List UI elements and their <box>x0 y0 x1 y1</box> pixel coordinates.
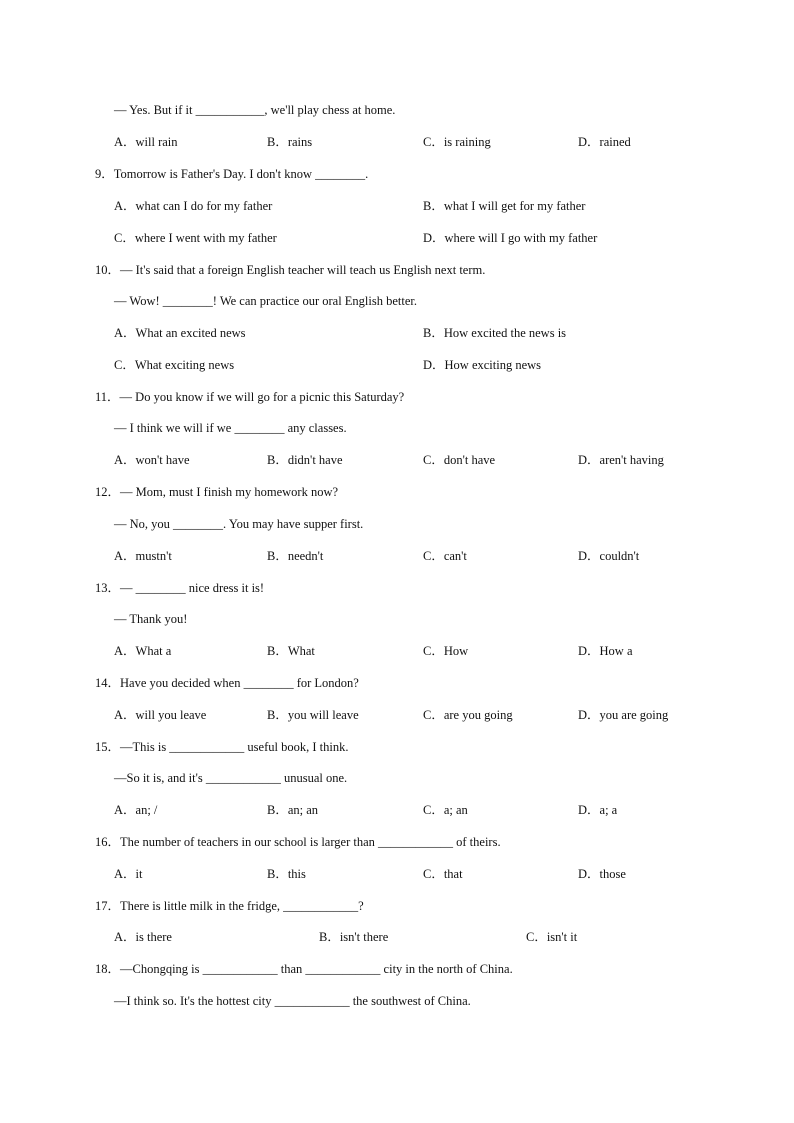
options-row <box>0 801 794 819</box>
options-row <box>0 197 794 215</box>
question-text: — Yes. But if it ___________, we'll play chess at home. <box>114 103 396 117</box>
option-a[interactable]: A．won't have <box>114 453 190 467</box>
option-b[interactable]: B．needn't <box>267 549 324 563</box>
option-a[interactable]: A．What an excited news <box>114 326 246 340</box>
option-a[interactable]: A．what can I do for my father <box>114 199 273 213</box>
question-text: —So it is, and it's ____________ unusual one. <box>114 771 348 785</box>
question-text: 13．— ________ nice dress it is! <box>95 581 265 595</box>
question-text: —I think so. It's the hottest city ____________ the southwest of China. <box>114 994 471 1008</box>
options-row <box>0 865 794 883</box>
option-d[interactable]: D．rained <box>578 135 631 149</box>
option-c[interactable]: C．is raining <box>423 135 491 149</box>
option-d[interactable]: D．a; a <box>578 803 618 817</box>
option-c[interactable]: C．How <box>423 644 469 658</box>
question-text: — I think we will if we ________ any classes. <box>114 421 347 435</box>
option-a[interactable]: A．will you leave <box>114 708 207 722</box>
question-line <box>0 483 794 501</box>
options-row <box>0 356 794 374</box>
option-a[interactable]: A．is there <box>114 930 172 944</box>
question-text: — Thank you! <box>114 612 188 626</box>
option-c[interactable]: C．that <box>423 867 463 881</box>
question-text: 10．— It's said that a foreign English teacher will teach us English next term. <box>95 263 486 277</box>
question-line <box>0 101 794 119</box>
question-line <box>0 674 794 692</box>
question-line <box>0 261 794 279</box>
option-c[interactable]: C．don't have <box>423 453 496 467</box>
options-row <box>0 547 794 565</box>
option-a[interactable]: A．it <box>114 867 143 881</box>
option-b[interactable]: B．rains <box>267 135 313 149</box>
question-line <box>0 960 794 978</box>
question-line <box>0 610 794 628</box>
option-a[interactable]: A．What a <box>114 644 172 658</box>
option-c[interactable]: C．are you going <box>423 708 513 722</box>
question-line <box>0 292 794 310</box>
question-line <box>0 579 794 597</box>
question-text: 11．— Do you know if we will go for a picnic this Saturday? <box>95 390 405 404</box>
option-b[interactable]: B．isn't there <box>319 930 389 944</box>
option-b[interactable]: B．this <box>267 867 306 881</box>
option-b[interactable]: B．didn't have <box>267 453 343 467</box>
option-c[interactable]: C．a; an <box>423 803 468 817</box>
question-line <box>0 992 794 1010</box>
question-text: 16．The number of teachers in our school is larger than ____________ of theirs. <box>95 835 501 849</box>
options-row <box>0 706 794 724</box>
option-a[interactable]: A．an; / <box>114 803 158 817</box>
option-a[interactable]: A．mustn't <box>114 549 172 563</box>
question-text: — Wow! ________! We can practice our oral English better. <box>114 294 417 308</box>
option-b[interactable]: B．How excited the news is <box>423 326 567 340</box>
option-b[interactable]: B．you will leave <box>267 708 359 722</box>
option-b[interactable]: B．What <box>267 644 315 658</box>
question-line <box>0 515 794 533</box>
option-b[interactable]: B．an; an <box>267 803 319 817</box>
options-row <box>0 642 794 660</box>
question-text: 18．—Chongqing is ____________ than ____________ city in the north of China. <box>95 962 513 976</box>
question-line <box>0 833 794 851</box>
question-line <box>0 165 794 183</box>
question-text: 9．Tomorrow is Father's Day. I don't know ________. <box>95 167 369 181</box>
option-d[interactable]: D．How a <box>578 644 633 658</box>
option-d[interactable]: D．you are going <box>578 708 669 722</box>
option-d[interactable]: D．those <box>578 867 626 881</box>
options-row <box>0 928 794 946</box>
options-row <box>0 229 794 247</box>
question-text: 15．—This is ____________ useful book, I think. <box>95 740 349 754</box>
question-text: 17．There is little milk in the fridge, ____________? <box>95 899 364 913</box>
question-line <box>0 897 794 915</box>
question-line <box>0 769 794 787</box>
option-c[interactable]: C．What exciting news <box>114 358 235 372</box>
question-line <box>0 738 794 756</box>
option-d[interactable]: D．where will I go with my father <box>423 231 598 245</box>
option-b[interactable]: B．what I will get for my father <box>423 199 586 213</box>
options-row <box>0 133 794 151</box>
option-d[interactable]: D．couldn't <box>578 549 640 563</box>
question-line <box>0 388 794 406</box>
option-d[interactable]: D．aren't having <box>578 453 664 467</box>
question-text: 12．— Mom, must I finish my homework now? <box>95 485 339 499</box>
option-c[interactable]: C．where I went with my father <box>114 231 277 245</box>
option-c[interactable]: C．isn't it <box>526 930 578 944</box>
question-line <box>0 419 794 437</box>
question-text: 14．Have you decided when ________ for London? <box>95 676 359 690</box>
question-text: — No, you ________. You may have supper first. <box>114 517 364 531</box>
option-a[interactable]: A．will rain <box>114 135 178 149</box>
options-row <box>0 451 794 469</box>
option-d[interactable]: D．How exciting news <box>423 358 542 372</box>
option-c[interactable]: C．can't <box>423 549 467 563</box>
options-row <box>0 324 794 342</box>
